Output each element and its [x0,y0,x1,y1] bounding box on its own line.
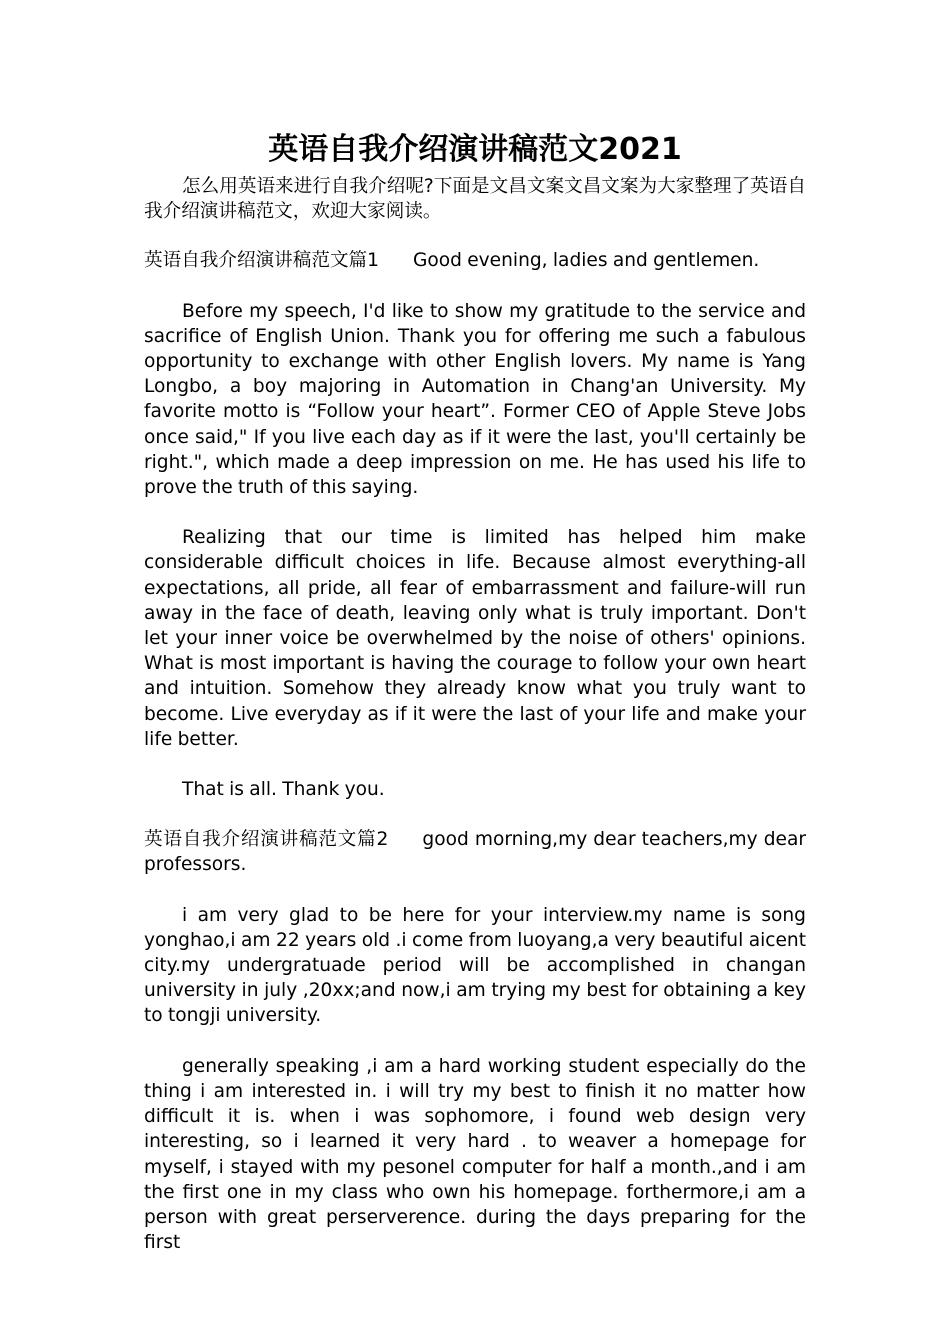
section-1-paragraph-1: Before my speech, I'd like to show my gratitude to the service and sacrifice of English Union. Thank you for offering me such a fabulous opportunity to exchange with other English lovers. My name is Yang Longbo, a boy majoring in Automation in Chang'an University. My favorite motto is “Follow your heart”. Former CEO of Apple Steve Jobs once said," If you live each day as if it were the last, you'll certainly be right.", which made a deep impression on me. He has used his life to prove the truth of this saying. [144,300,806,499]
section-2-paragraph-1: i am very glad to be here for your interview.my name is song yonghao,i am 22 years old .i come from luoyang,a very beautiful aicent city.my undergratuade period will be accomplished in changan university in july ,20xx;and now,i am trying my best for obtaining a key to tongji university. [144,904,806,1027]
section-1-label: 英语自我介绍演讲稿范文篇1 [144,250,379,272]
section-2-paragraph-2: generally speaking ,i am a hard working student especially do the thing i am interested in. i will try my best to finish it no matter how difficult it is. when i was sophomore, i found web design very interesting, so i learned it very hard . to weaver a homepage for myself, i stayed with my pesonel computer for half a month.,and i am the first one in my class who own his homepage. forthermore,i am a person with great perserverence. during the days preparing for the first [144,1055,806,1254]
section-1-opening: Good evening, ladies and gentlemen. [412,250,760,272]
document-page [144,128,806,1255]
section-1-paragraph-2: Realizing that our time is limited has helped him make considerable difficult choices in life. Because almost everything-all expectations, all pride, all fear of embarrassment and failure-will run away in the face of death, leaving only what is truly important. Don't let your inner voice be overwhelmed by the noise of others' opinions. What is most important is having the courage to follow your own heart and intuition. Somehow they already know what you truly want to become. Live everyday as if it were the last of your life and make your life better. [144,527,806,750]
section-2-label: 英语自我介绍演讲稿范文篇2 [144,829,389,851]
section-1-paragraph-3: That is all. Thank you. [182,779,385,801]
document-title: 英语自我介绍演讲稿范文2021 [268,132,682,167]
intro-paragraph: 怎么用英语来进行自我介绍呢?下面是文昌文案文昌文案为大家整理了英语自我介绍演讲稿范文，欢迎大家阅读。 [144,176,806,223]
section-2-opening: good morning,my dear teachers,my dear professors. [144,829,806,876]
section-1-heading [144,248,806,273]
section-2-heading [144,827,806,877]
